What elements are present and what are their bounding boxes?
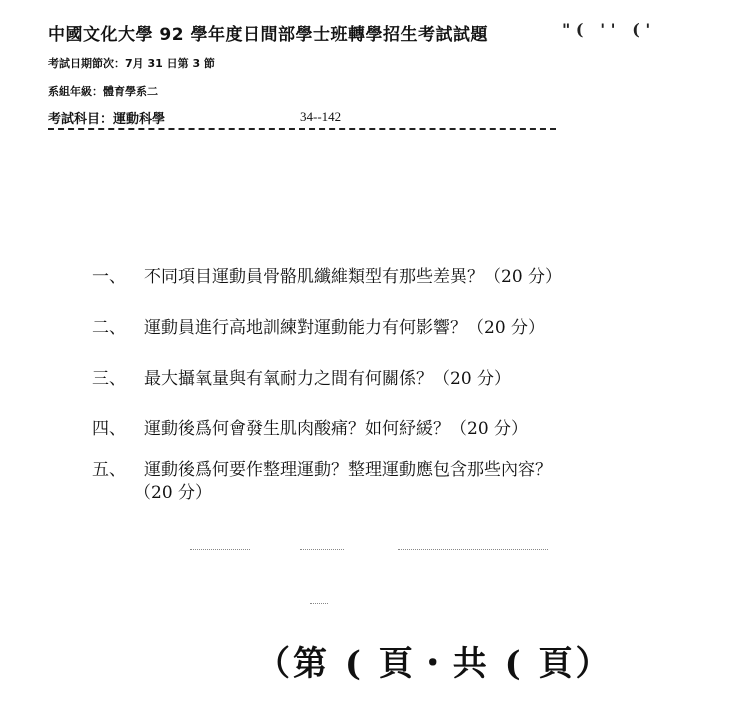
page-footer: （第 ( 頁・共 ( 頁） [256,644,613,684]
question-text: 不同項目運動員骨骼肌纖維類型有那些差異？（20 分） [144,267,563,287]
scan-smudge [300,549,344,550]
question-number: 五、 [92,460,126,480]
question-text: 運動後爲何要作整理運動？整理運動應包含那些內容？ [144,460,552,480]
question-text: 最大攝氧量與有氧耐力之間有何關係？（20 分） [144,369,512,389]
question-number: 一、 [92,267,126,287]
question-5-continuation: （20 分） [134,483,213,503]
scan-smudge [190,549,250,550]
exam-time: 考試日期節次：7月 31 日第 3 節 [48,57,215,70]
question-text: 運動後爲何會發生肌肉酸痛？如何紓緩？（20 分） [144,419,529,439]
question-4 [92,414,528,439]
question-number: 二、 [92,318,126,338]
question-5 [92,455,552,480]
scan-smudge [398,549,548,550]
question-text: 運動員進行高地訓練對運動能力有何影響？（20 分） [144,318,546,338]
question-number: 三、 [92,369,126,389]
question-2 [92,313,545,338]
subject-code: 34--142 [300,109,342,124]
question-1 [92,262,562,287]
scan-artifact-glyphs: " ( ' ' ( ' [562,20,651,39]
question-3 [92,364,511,389]
exam-title: 中國文化大學 92 學年度日間部學士班轉學招生考試試題 [48,25,488,45]
department-line: 系組年級：體育學系二 [48,85,158,98]
question-number: 四、 [92,419,126,439]
header-divider [48,128,556,130]
subject-line: 考試科目：運動科學 [48,112,166,127]
scan-smudge [310,603,328,604]
